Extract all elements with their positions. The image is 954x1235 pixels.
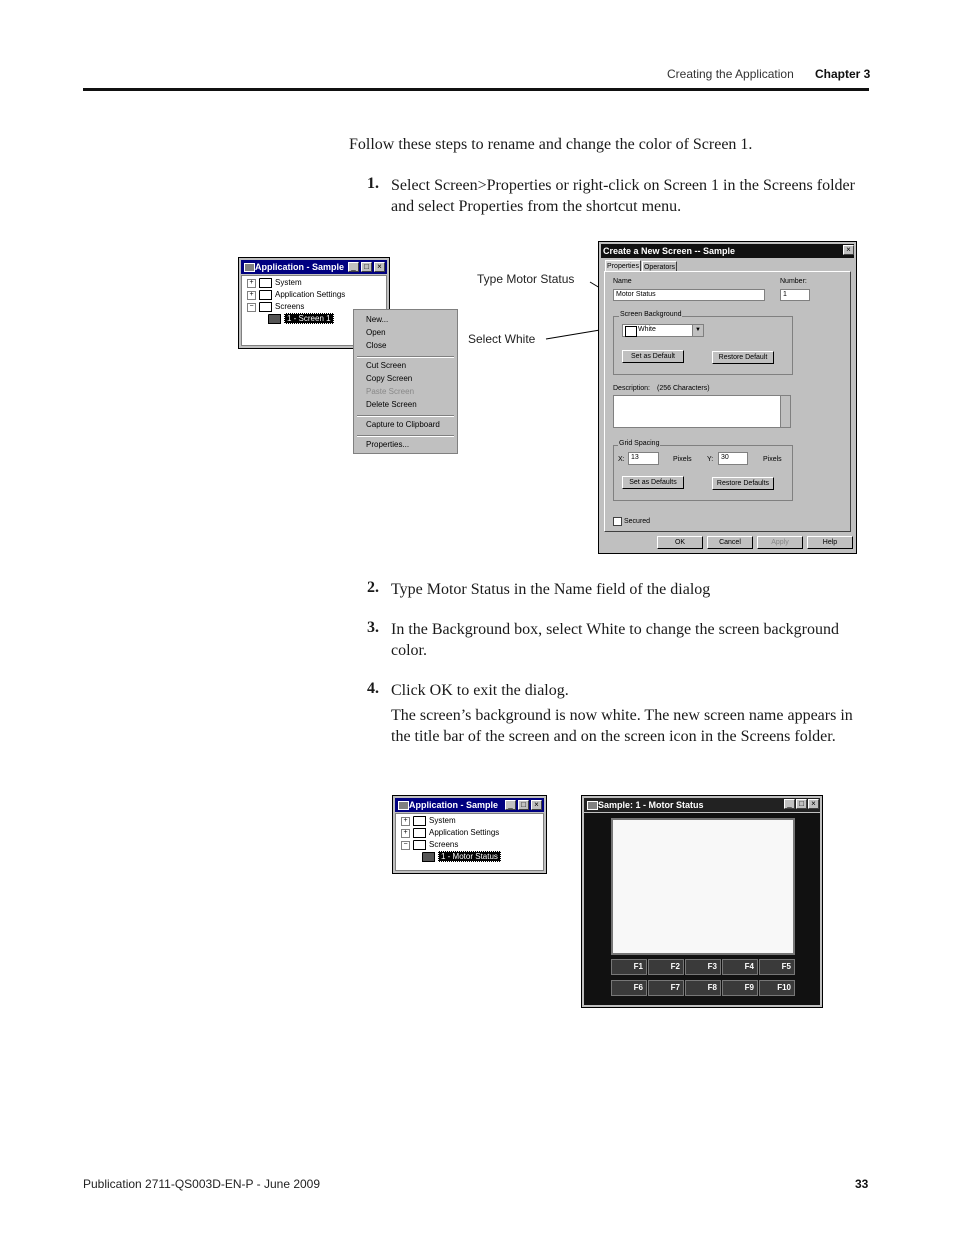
maximize-icon[interactable]: □ — [361, 262, 372, 272]
fkey-f4[interactable]: F4 — [722, 959, 758, 975]
minimize-icon[interactable]: _ — [348, 262, 359, 272]
tree-item-screens[interactable]: − Screens — [401, 840, 458, 850]
fkey-f7[interactable]: F7 — [648, 980, 684, 996]
minimize-icon[interactable]: _ — [784, 799, 795, 809]
set-defaults-button[interactable]: Set as Defaults — [622, 476, 684, 489]
screen-window — [581, 795, 823, 1008]
restore-default-button[interactable]: Restore Default — [712, 351, 774, 364]
folder-open-icon — [259, 302, 272, 312]
menu-separator — [357, 356, 454, 358]
set-default-button[interactable]: Set as Default — [622, 350, 684, 363]
description-hint: (256 Characters) — [657, 385, 710, 392]
menu-item-capture[interactable]: Capture to Clipboard — [366, 420, 440, 429]
x-pixels-label: Pixels — [673, 456, 692, 463]
tree-item-app-settings[interactable]: + Application Settings — [401, 828, 499, 838]
y-label: Y: — [707, 456, 714, 463]
menu-item-copy-screen[interactable]: Copy Screen — [366, 374, 413, 383]
maximize-icon[interactable]: □ — [518, 800, 529, 810]
fkey-f8[interactable]: F8 — [685, 980, 721, 996]
folder-icon — [413, 816, 426, 826]
tree-item-motor-status[interactable]: 1 - Motor Status — [422, 852, 501, 862]
tree-item-screen-1[interactable]: 1 - Screen 1 — [268, 314, 334, 324]
screen-bezel — [584, 813, 820, 1005]
menu-item-new[interactable]: New... — [366, 315, 389, 324]
name-field[interactable]: Motor Status — [613, 289, 765, 301]
step-2-number: 2. — [367, 579, 379, 596]
collapse-icon[interactable]: − — [401, 841, 410, 850]
close-icon[interactable]: × — [374, 262, 385, 272]
step-1-text: Select Screen>Properties or right-click on Screen 1 in the Screens folder and select Properties from the shortcut menu. — [391, 177, 855, 215]
fkey-f2[interactable]: F2 — [648, 959, 684, 975]
header-rule — [83, 88, 869, 91]
app-window-2-title: Application - Sample — [409, 800, 499, 810]
tree-item-system[interactable]: + System — [247, 278, 302, 288]
expand-icon[interactable]: + — [401, 829, 410, 838]
tree-item-app-settings[interactable]: + Application Settings — [247, 290, 345, 300]
scrollbar[interactable] — [780, 396, 790, 427]
footer-page-number: 33 — [855, 1177, 869, 1191]
step-3-text: In the Background box, select White to change the screen background color. — [391, 621, 839, 659]
x-spacing-field[interactable]: 13 — [628, 452, 659, 465]
collapse-icon[interactable]: − — [247, 303, 256, 312]
screen-display — [611, 818, 795, 955]
number-label: Number: — [780, 278, 807, 285]
menu-item-open[interactable]: Open — [366, 328, 386, 337]
step-4-detail: The screen’s background is now white. The new screen name appears in the title bar of the screen and on the screen icon in the Screens folder. — [391, 707, 853, 745]
fkey-f9[interactable]: F9 — [722, 980, 758, 996]
ok-button[interactable]: OK — [657, 536, 703, 549]
grid-spacing-label: Grid Spacing — [619, 440, 660, 447]
fkey-f1[interactable]: F1 — [611, 959, 647, 975]
callout-background: Select White — [468, 332, 536, 346]
close-icon[interactable]: × — [808, 799, 819, 809]
app-tree-2 — [395, 813, 544, 871]
restore-defaults-button[interactable]: Restore Defaults — [712, 477, 774, 490]
secured-checkbox[interactable] — [613, 517, 622, 526]
tab-operators[interactable]: Operators — [642, 261, 677, 272]
header-section-title: Creating the Application — [667, 67, 794, 81]
chevron-down-icon[interactable]: ▼ — [692, 325, 703, 336]
tab-properties[interactable]: Properties — [605, 260, 641, 272]
menu-item-properties[interactable]: Properties... — [366, 440, 410, 449]
cancel-button[interactable]: Cancel — [707, 536, 753, 549]
x-label: X: — [618, 456, 625, 463]
secured-label: Secured — [624, 518, 651, 525]
folder-icon — [259, 278, 272, 288]
menu-item-paste-screen: Paste Screen — [366, 387, 415, 396]
dialog-titlebar — [601, 244, 854, 258]
tab-panel — [604, 271, 851, 532]
folder-icon — [413, 828, 426, 838]
expand-icon[interactable]: + — [401, 817, 410, 826]
step-2-text: Type Motor Status in the Name field of the dialog — [391, 581, 711, 598]
app-window-1-title: Application - Sample — [255, 262, 345, 272]
close-icon[interactable]: × — [531, 800, 542, 810]
background-select[interactable] — [622, 324, 704, 337]
app-window-2 — [392, 795, 547, 874]
create-screen-dialog — [598, 241, 857, 554]
app-icon — [398, 801, 409, 810]
step-4-number: 4. — [367, 680, 379, 697]
expand-icon[interactable]: + — [247, 279, 256, 288]
app-icon — [244, 263, 255, 272]
screen-window-title: Sample: 1 - Motor Status — [598, 800, 704, 810]
number-field[interactable]: 1 — [780, 289, 810, 301]
expand-icon[interactable]: + — [247, 291, 256, 300]
dialog-title: Create a New Screen -- Sample — [603, 246, 736, 256]
step-1-number: 1. — [367, 175, 379, 192]
menu-item-delete-screen[interactable]: Delete Screen — [366, 400, 417, 409]
step-3-number: 3. — [367, 619, 379, 636]
maximize-icon[interactable]: □ — [796, 799, 807, 809]
grid-spacing-group — [613, 440, 793, 501]
fkey-f3[interactable]: F3 — [685, 959, 721, 975]
fkey-f6[interactable]: F6 — [611, 980, 647, 996]
y-pixels-label: Pixels — [763, 456, 782, 463]
minimize-icon[interactable]: _ — [505, 800, 516, 810]
context-menu — [353, 309, 458, 454]
menu-separator — [357, 415, 454, 417]
folder-open-icon — [413, 840, 426, 850]
name-label: Name — [613, 278, 632, 285]
close-icon[interactable]: × — [843, 245, 854, 255]
step-4-text: Click OK to exit the dialog. — [391, 682, 569, 699]
tree-item-system[interactable]: + System — [401, 816, 456, 826]
screen-icon — [268, 314, 281, 324]
description-field[interactable] — [613, 395, 791, 428]
y-spacing-field[interactable]: 30 — [718, 452, 748, 465]
menu-separator — [357, 435, 454, 437]
tree-item-screens[interactable]: − Screens — [247, 302, 304, 312]
folder-icon — [259, 290, 272, 300]
description-label: Description: — [613, 385, 650, 392]
help-button[interactable]: Help — [807, 536, 853, 549]
screen-icon — [422, 852, 435, 862]
background-group-label: Screen Background — [620, 311, 682, 318]
header-chapter: Chapter 3 — [815, 67, 871, 81]
fkey-f10[interactable]: F10 — [759, 980, 795, 996]
background-value: White — [638, 326, 656, 333]
screen-icon — [587, 801, 598, 810]
menu-item-close[interactable]: Close — [366, 341, 387, 350]
fkey-f5[interactable]: F5 — [759, 959, 795, 975]
footer-publication: Publication 2711-QS003D-EN-P - June 2009 — [83, 1177, 321, 1191]
background-group — [613, 311, 793, 375]
intro-text: Follow these steps to rename and change the color of Screen 1. — [349, 136, 753, 153]
menu-item-cut-screen[interactable]: Cut Screen — [366, 361, 407, 370]
apply-button: Apply — [757, 536, 803, 549]
color-swatch-icon — [625, 326, 637, 337]
callout-name: Type Motor Status — [477, 272, 575, 286]
